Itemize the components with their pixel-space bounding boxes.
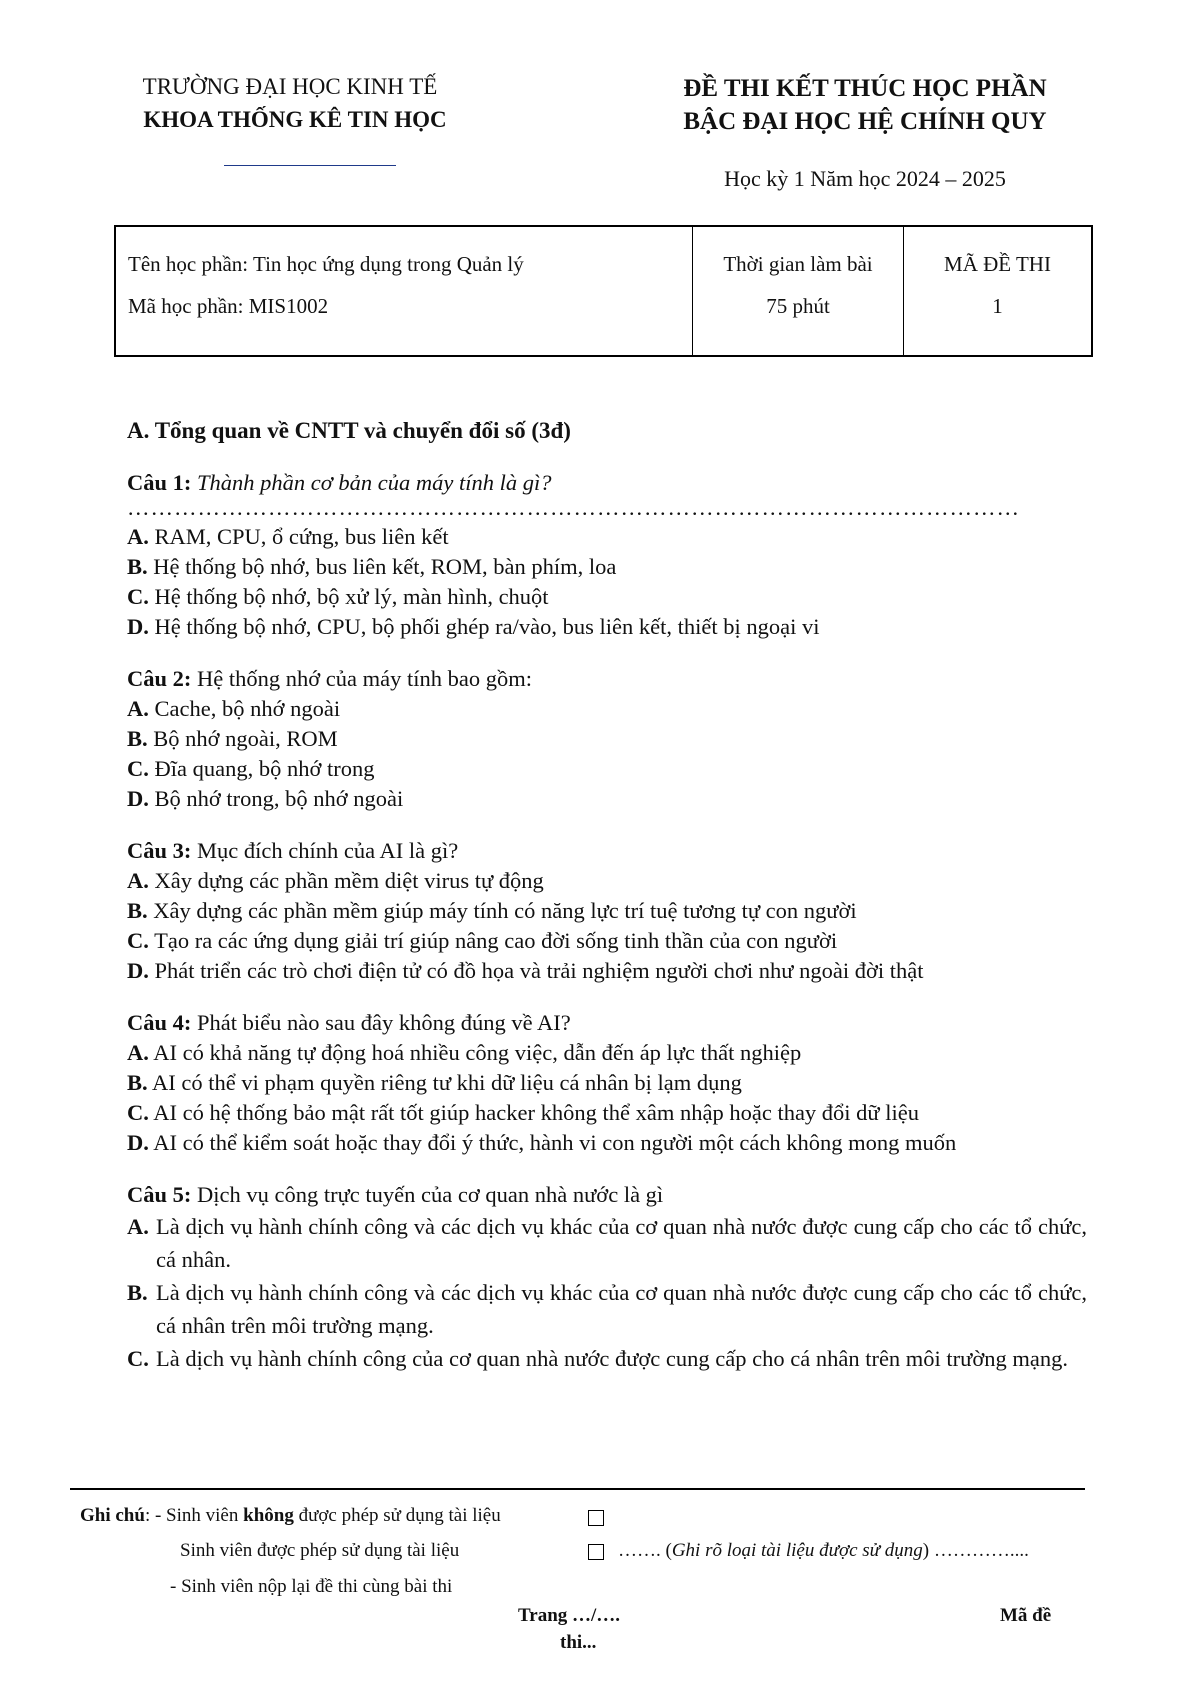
department-name: KHOA THỐNG KÊ TIN HỌC — [143, 107, 447, 132]
question-label: Câu 1: — [127, 470, 192, 495]
option-letter: D. — [127, 614, 149, 639]
page-number: Trang …/…. — [518, 1605, 621, 1626]
option-letter: A. — [127, 1214, 149, 1239]
note-emphasis: không — [243, 1505, 294, 1526]
option-text: Là dịch vụ hành chính công và các dịch vụ khác của cơ quan nhà nước được cung cấp cho các tổ chức, cá nhân. — [156, 1214, 1087, 1272]
option-c — [127, 1098, 1087, 1128]
question-1-prompt — [127, 468, 1087, 498]
option-d — [127, 1128, 1087, 1158]
materials-allowed-checkbox[interactable] — [588, 1544, 604, 1560]
exam-title-line-2: BẬC ĐẠI HỌC HỆ CHÍNH QUY — [683, 108, 1047, 135]
option-d — [127, 784, 1087, 814]
no-materials-checkbox[interactable] — [588, 1510, 604, 1526]
page-number-suffix: thi... — [560, 1632, 597, 1653]
option-a — [127, 1038, 1087, 1068]
option-text: Là dịch vụ hành chính công và các dịch vụ khác của cơ quan nhà nước được cung cấp cho các tổ chức, cá nhân trên môi trường mạng. — [156, 1280, 1087, 1338]
option-text: AI có thể vi phạm quyền riêng tư khi dữ liệu cá nhân bị lạm dụng — [147, 1070, 742, 1095]
note-line-1 — [80, 1505, 501, 1527]
option-text: Hệ thống bộ nhớ, bộ xử lý, màn hình, chuột — [148, 584, 549, 609]
option-text: Cache, bộ nhớ ngoài — [148, 696, 341, 721]
option-letter: B. — [127, 554, 148, 579]
department-underline — [224, 165, 396, 166]
option-b — [127, 552, 1087, 582]
option-text: Đĩa quang, bộ nhớ trong — [148, 756, 375, 781]
option-text: Bộ nhớ trong, bộ nhớ ngoài — [148, 786, 404, 811]
note-label: Ghi chú — [80, 1505, 145, 1526]
section-title: A. Tổng quan về CNTT và chuyển đổi số (3đ) — [127, 418, 571, 443]
option-letter: A. — [127, 1040, 149, 1065]
materials-dots: ……. ( — [618, 1540, 672, 1561]
question-1 — [127, 468, 1087, 642]
option-text: AI có thể kiểm soát hoặc thay đổi ý thức, hành vi con người một cách không mong muốn — [148, 1130, 957, 1155]
question-label: Câu 2: — [127, 666, 192, 691]
option-text: RAM, CPU, ổ cứng, bus liên kết — [148, 524, 449, 549]
option-text: Bộ nhớ ngoài, ROM — [147, 726, 338, 751]
question-2-prompt — [127, 664, 1087, 694]
option-text: AI có hệ thống bảo mật rất tốt giúp hacker không thể xâm nhập hoặc thay đổi dữ liệu — [148, 1100, 919, 1125]
question-5 — [127, 1180, 1087, 1375]
option-c — [127, 926, 1087, 956]
option-text: Là dịch vụ hành chính công của cơ quan nhà nước được cung cấp cho cá nhân trên môi trường mạng. — [156, 1346, 1069, 1371]
exam-info-table — [114, 225, 1093, 357]
question-2 — [127, 664, 1087, 814]
option-a — [127, 866, 1087, 896]
question-label: Câu 5: — [127, 1182, 192, 1207]
question-label: Câu 4: — [127, 1010, 192, 1035]
course-code: Mã học phần: MIS1002 — [128, 294, 329, 318]
exam-content — [127, 418, 1087, 1375]
question-3-prompt — [127, 836, 1087, 866]
option-b — [127, 896, 1087, 926]
option-letter: B. — [127, 1070, 148, 1095]
course-info-cell — [116, 227, 693, 355]
footer-rule — [70, 1488, 1085, 1490]
option-a — [127, 522, 1087, 552]
option-letter: D. — [127, 786, 149, 811]
option-a — [127, 694, 1087, 724]
school-name: TRƯỜNG ĐẠI HỌC KINH TẾ — [142, 74, 438, 99]
duration-cell — [693, 227, 904, 355]
option-letter: A. — [127, 696, 149, 721]
option-text: Hệ thống bộ nhớ, CPU, bộ phối ghép ra/vào, bus liên kết, thiết bị ngoại vi — [148, 614, 820, 639]
materials-dots-tail: ) ………….... — [922, 1540, 1029, 1561]
duration-label: Thời gian làm bài — [723, 252, 873, 276]
option-c — [127, 1342, 1087, 1375]
option-b — [127, 1068, 1087, 1098]
option-text: Hệ thống bộ nhớ, bus liên kết, ROM, bàn phím, loa — [147, 554, 617, 579]
note-prefix: : - Sinh viên — [144, 1505, 244, 1526]
question-5-prompt — [127, 1180, 1087, 1210]
exam-code-cell — [904, 227, 1091, 355]
materials-detail — [618, 1540, 1029, 1562]
note-text: được phép sử dụng tài liệu — [293, 1505, 501, 1526]
option-letter: C. — [127, 756, 149, 781]
option-letter: D. — [127, 1130, 149, 1155]
option-letter: B. — [127, 898, 148, 923]
option-c — [127, 582, 1087, 612]
option-letter: D. — [127, 958, 149, 983]
option-text: Xây dựng các phần mềm giúp máy tính có năng lực trí tuệ tương tự con người — [147, 898, 857, 923]
option-letter: C. — [127, 584, 149, 609]
academic-term: Học kỳ 1 Năm học 2024 – 2025 — [724, 166, 1006, 191]
option-b — [127, 1276, 1087, 1342]
note-line-3: - Sinh viên nộp lại đề thi cùng bài thi — [170, 1576, 453, 1597]
option-letter: C. — [127, 1346, 149, 1371]
exam-code-footer: Mã đề — [1000, 1605, 1052, 1626]
option-letter: A. — [127, 524, 149, 549]
option-text: AI có khả năng tự động hoá nhiều công việc, dẫn đến áp lực thất nghiệp — [148, 1040, 802, 1065]
option-letter: C. — [127, 928, 149, 953]
option-d — [127, 612, 1087, 642]
question-text: Hệ thống nhớ của máy tính bao gồm: — [191, 666, 532, 691]
exam-code-value: 1 — [992, 294, 1003, 318]
option-text: Xây dựng các phần mềm diệt virus tự động — [148, 868, 544, 893]
note-line-2: Sinh viên được phép sử dụng tài liệu — [180, 1540, 460, 1561]
option-a — [127, 1210, 1087, 1276]
question-4 — [127, 1008, 1087, 1158]
question-4-prompt — [127, 1008, 1087, 1038]
question-text: Thành phần cơ bản của máy tính là gì? — [191, 470, 552, 495]
question-text: Phát biểu nào sau đây không đúng về AI? — [191, 1010, 571, 1035]
materials-instruction: Ghi rõ loại tài liệu được sử dụng — [671, 1540, 923, 1561]
option-text: Phát triển các trò chơi điện tử có đồ họa và trải nghiệm người chơi như ngoài đời thật — [148, 958, 924, 983]
exam-code-label: MÃ ĐỀ THI — [944, 252, 1051, 276]
question-text: Dịch vụ công trực tuyến của cơ quan nhà nước là gì — [191, 1182, 664, 1207]
option-b — [127, 724, 1087, 754]
duration-value: 75 phút — [766, 294, 830, 318]
option-d — [127, 956, 1087, 986]
question-text: Mục đích chính của AI là gì? — [191, 838, 459, 863]
option-letter: C. — [127, 1100, 149, 1125]
option-text: Tạo ra các ứng dụng giải trí giúp nâng cao đời sống tinh thần của con người — [148, 928, 838, 953]
question-label: Câu 3: — [127, 838, 192, 863]
answer-dotted-line: …………………………………………………………………………………………………… — [127, 498, 1020, 520]
exam-title-line-1: ĐỀ THI KẾT THÚC HỌC PHẦN — [683, 75, 1047, 102]
course-name: Tên học phần: Tin học ứng dụng trong Quản lý — [128, 252, 524, 276]
option-letter: A. — [127, 868, 149, 893]
option-c — [127, 754, 1087, 784]
option-letter: B. — [127, 726, 148, 751]
option-letter: B. — [127, 1280, 148, 1305]
exam-title — [630, 72, 1100, 138]
question-3 — [127, 836, 1087, 986]
